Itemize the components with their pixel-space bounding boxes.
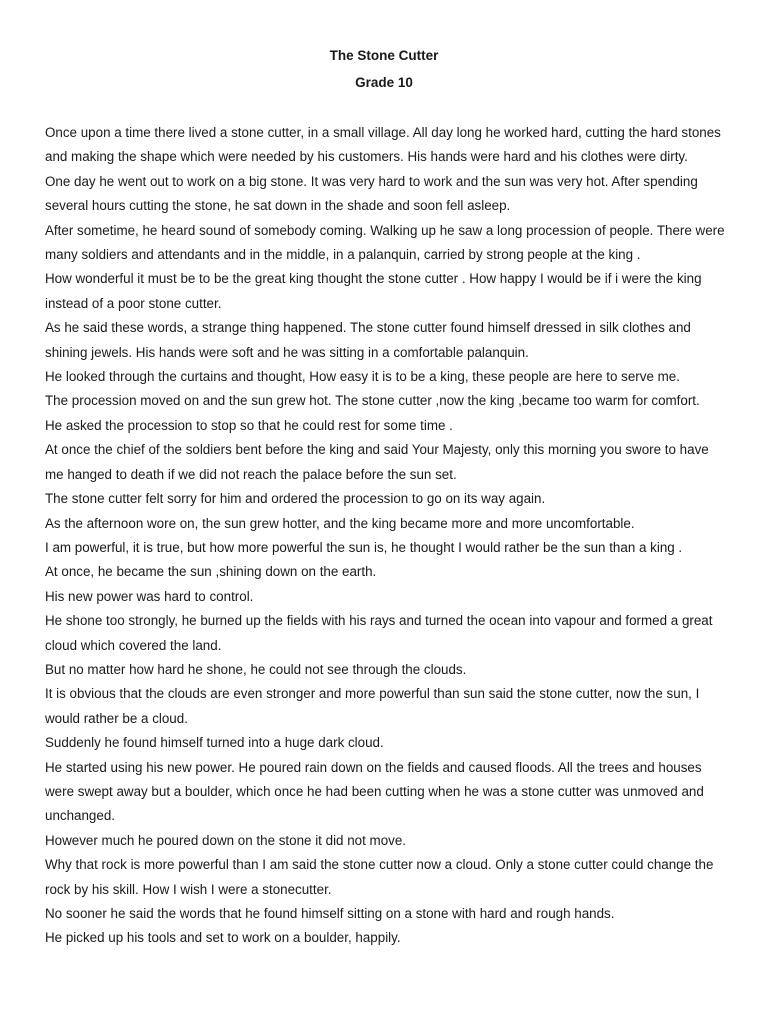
paragraph: It is obvious that the clouds are even stronger and more powerful than sun said the stone cutter, now the sun, I would rather be a cloud.: [45, 686, 700, 726]
paragraph: At once the chief of the soldiers bent before the king and said Your Majesty, only this morning you swore to have me hanged to death if we did not reach the palace before the sun set.: [45, 442, 709, 482]
paragraph: He shone too strongly, he burned up the fields with his rays and turned the ocean into vapour and formed a great cloud which covered the land.: [45, 613, 713, 653]
document-title: The Stone Cutter: [329, 48, 439, 63]
paragraph: As the afternoon wore on, the sun grew hotter, and the king became more and more uncomfortable.: [45, 515, 635, 531]
story-body: [45, 121, 729, 951]
paragraph: One day he went out to work on a big stone. It was very hard to work and the sun was very hot. After spending several hours cutting the stone, he sat down in the shade and soon fell asleep.: [45, 173, 698, 214]
paragraph: The stone cutter felt sorry for him and ordered the procession to go on its way again.: [45, 491, 546, 507]
paragraph: As he said these words, a strange thing happened. The stone cutter found himself dressed in silk clothes and shining jewels. His hands were soft and he was sitting in a comfortable palanquin.: [45, 320, 691, 360]
paragraph: Suddenly he found himself turned into a huge dark cloud.: [45, 735, 384, 751]
paragraph: After sometime, he heard sound of somebody coming. Walking up he saw a long procession of people. There were many soldiers and attendants and in the middle, in a palanquin, carried by strong people at the king .: [45, 222, 725, 263]
paragraph: He looked through the curtains and thought, How easy it is to be a king, these people are here to serve me.: [45, 369, 680, 385]
paragraph: His new power was hard to control.: [45, 588, 254, 604]
document-subtitle: Grade 10: [355, 75, 413, 90]
paragraph: How wonderful it must be to be the great king thought the stone cutter . How happy I would be if i were the king instead of a poor stone cutter.: [45, 271, 702, 311]
paragraph: He picked up his tools and set to work on a boulder, happily.: [45, 930, 401, 946]
paragraph: Once upon a time there lived a stone cutter, in a small village. All day long he worked hard, cutting the hard stones and making the shape which were needed by his customers. His hands were hard and his clothes were dirty.: [45, 125, 721, 165]
paragraph: Why that rock is more powerful than I am said the stone cutter now a cloud. Only a stone cutter could change the rock by his skill. How I wish I were a stonecutter.: [45, 857, 714, 897]
paragraph: However much he poured down on the stone it did not move.: [45, 832, 407, 848]
paragraph: The procession moved on and the sun grew hot. The stone cutter ,now the king ,became too warm for comfort.: [45, 393, 700, 409]
paragraph: At once, he became the sun ,shining down on the earth.: [45, 564, 377, 580]
paragraph: He asked the procession to stop so that he could rest for some time .: [45, 417, 453, 433]
paragraph: He started using his new power. He poured rain down on the fields and caused floods. All the trees and houses were swept away but a boulder, which once he had been cutting when he was a stone cutter was unmoved and unchanged.: [45, 759, 704, 824]
paragraph: No sooner he said the words that he found himself sitting on a stone with hard and rough hands.: [45, 906, 615, 921]
paragraph: I am powerful, it is true, but how more powerful the sun is, he thought I would rather be the sun than a king .: [45, 539, 683, 555]
paragraph: But no matter how hard he shone, he could not see through the clouds.: [45, 661, 467, 677]
